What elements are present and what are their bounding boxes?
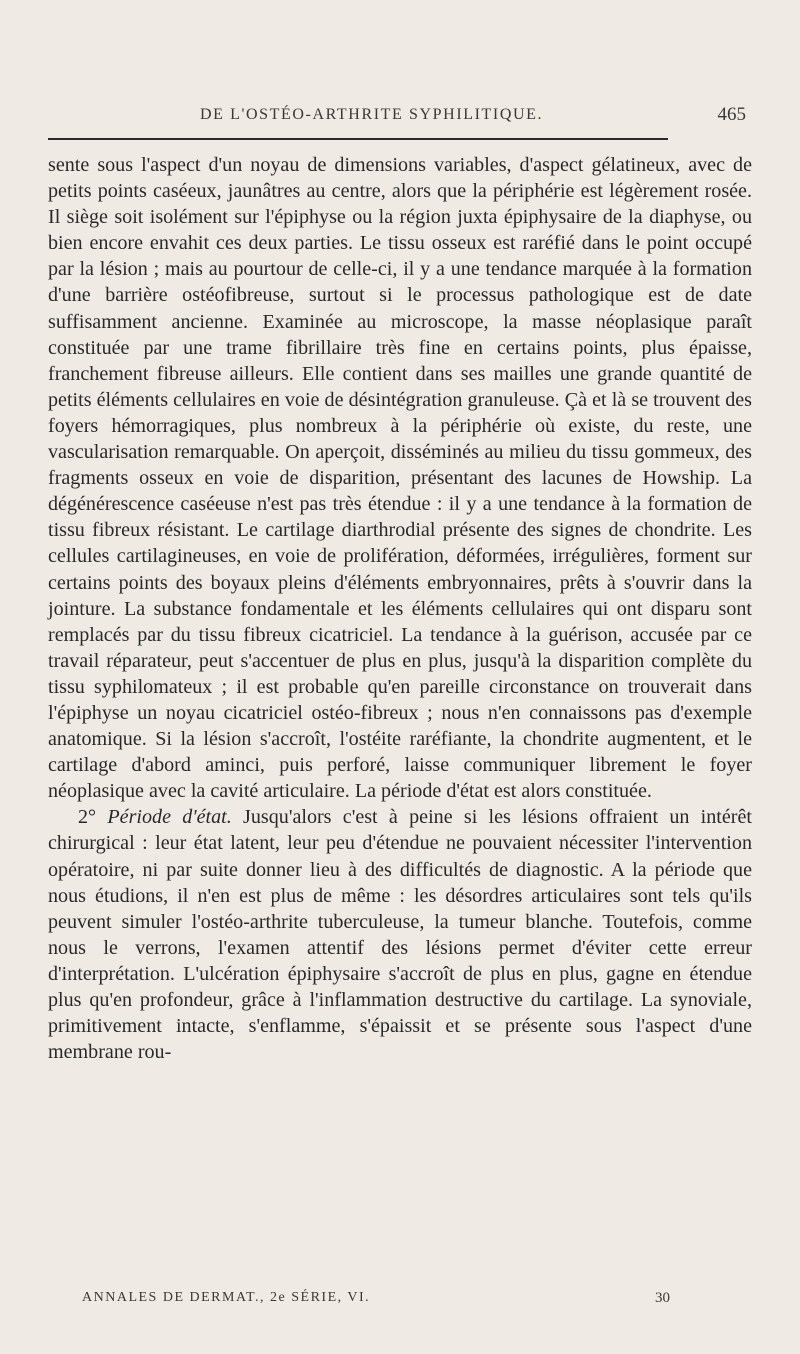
page-header xyxy=(48,102,750,132)
header-rule xyxy=(48,138,668,140)
section-number: 2° xyxy=(78,806,97,829)
page-number: 465 xyxy=(717,104,746,125)
paragraph-1: sente sous l'aspect d'un noyau de dimensions variables, d'aspect gélatineux, avec de petits points caséeux, jaunâtres au centre, alors que la périphérie est légèrement rosée. Il siège soit isolément sur l'épiphyse ou la région juxta épiphysaire de la diaphyse, ou bien encore envahit ces deux parties. Le tissu osseux est raréfié dans le point occupé par la lésion ; mais au pourtour de celle-ci, il y a une tendance marquée à la formation d'une barrière ostéofibreuse, surtout si le processus pathologique est de date suffisamment ancienne. Examinée au microscope, la masse néoplasique paraît constituée par une trame fibrillaire très fine en certains points, plus épaisse, franchement fibreuse ailleurs. Elle contient dans ses mailles une grande quantité de petits éléments cellulaires en voie de désintégration granuleuse. Çà et là se trouvent des foyers hémorragiques, plus nombreux à la périphérie où existe, du reste, une vascularisation remarquable. On aperçoit, disséminés au milieu du tissu gommeux, des fragments osseux en voie de disparition, présentant des lacunes de Howship. La dégénérescence caséeuse n'est pas très étendue : il y a une tendance à la formation de tissu fibreux résistant. Le cartilage diarthrodial présente des signes de chondrite. Les cellules cartilagineuses, en voie de prolifération, déformées, irrégulières, forment sur certains points des boyaux pleins d'éléments embryonnaires, prêts à s'ouvrir dans la jointure. La substance fondamentale et les éléments cellulaires qui ont disparu sont remplacés par du tissu fibreux cicatriciel. La tendance à la guérison, accusée par ce travail réparateur, peut s'accentuer de plus en plus, jusqu'à la disparition complète du tissu syphilomateux ; il est probable qu'en pareille circonstance on trouverait dans l'épiphyse un noyau cicatriciel ostéo-fibreux ; nous n'en connaissons pas d'exemple anatomique. Si la lésion s'accroît, l'ostéite raréfiante, la chondrite augmentent, et le cartilage d'abord aminci, puis perforé, laisse communiquer librement le foyer néoplasique avec la cavité articulaire. La période d'état est alors constituée. xyxy=(48,154,752,803)
running-title: DE L'OSTÉO-ARTHRITE SYPHILITIQUE. xyxy=(200,106,544,123)
section-heading: Période d'état. xyxy=(107,806,232,829)
paragraph-2-text: Jusqu'alors c'est à peine si les lésions offraient un intérêt chirurgical : leur état latent, leur peu d'étendue ne pouvaient nécessiter l'intervention opératoire, ni par suite donner lieu à des difficultés de diagnostic. A la période que nous étudions, il n'en est plus de même : les désordres articulaires sont tels qu'ils peuvent simuler l'ostéo-arthrite tuberculeuse, la tumeur blanche. Toutefois, comme nous le verrons, l'examen attentif des lésions permet d'éviter cette erreur d'interprétation. L'ulcération épiphysaire s'accroît de plus en plus, gagne en étendue plus qu'en profondeur, grâce à l'inflammation destructive du cartilage. La synoviale, primitivement intacte, s'enflamme, s'épaissit et se présente sous l'aspect d'une membrane rou- xyxy=(48,806,753,1064)
body-text xyxy=(48,152,752,1065)
footer-signature: 30 xyxy=(655,1290,670,1306)
paragraph-2 xyxy=(48,804,752,1065)
footer-journal: ANNALES DE DERMAT., 2e SÉRIE, VI. xyxy=(82,1290,371,1305)
page-footer xyxy=(48,1290,752,1314)
